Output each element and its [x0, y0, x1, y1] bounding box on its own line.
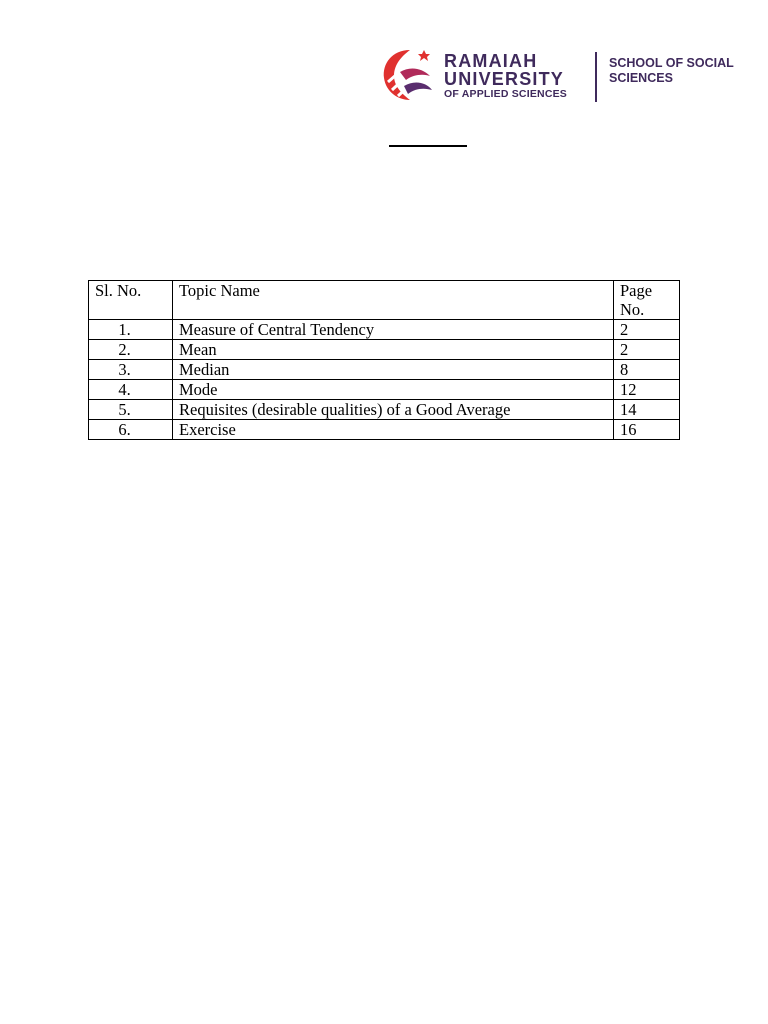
row-topic: Median	[173, 360, 614, 380]
row-page: 8	[614, 360, 680, 380]
page-header	[380, 44, 750, 106]
row-page: 2	[614, 340, 680, 360]
table-row	[89, 320, 680, 340]
row-topic: Measure of Central Tendency	[173, 320, 614, 340]
school-name-line2: SCIENCES	[609, 71, 673, 85]
row-sl-no: 5.	[89, 400, 173, 420]
contents-table	[88, 280, 680, 440]
table-row	[89, 400, 680, 420]
row-sl-no: 3.	[89, 360, 173, 380]
header-topic-name: Topic Name	[173, 281, 614, 320]
brand-name-line2: UNIVERSITY	[444, 69, 565, 89]
header-page-line1: Page	[620, 281, 653, 300]
row-topic: Exercise	[173, 420, 614, 440]
table-row	[89, 420, 680, 440]
row-sl-no: 1.	[89, 320, 173, 340]
header-page-line2: No.	[620, 300, 645, 319]
row-sl-no: 2.	[89, 340, 173, 360]
row-topic: Requisites (desirable qualities) of a Good Average	[173, 400, 614, 420]
table-row	[89, 340, 680, 360]
row-topic: Mode	[173, 380, 614, 400]
title-underline	[389, 145, 467, 147]
row-sl-no: 6.	[89, 420, 173, 440]
table-row	[89, 380, 680, 400]
row-page: 14	[614, 400, 680, 420]
table-header-row	[89, 281, 680, 320]
header-divider	[595, 52, 597, 102]
row-topic: Mean	[173, 340, 614, 360]
row-sl-no: 4.	[89, 380, 173, 400]
brand-tagline: OF APPLIED SCIENCES	[444, 88, 568, 100]
header-sl-no: Sl. No.	[89, 281, 173, 320]
table-row	[89, 360, 680, 380]
row-page: 12	[614, 380, 680, 400]
school-name-line1: SCHOOL OF SOCIAL	[609, 56, 734, 70]
brand-name-line1: RAMAIAH	[444, 51, 538, 71]
row-page: 16	[614, 420, 680, 440]
university-logo-icon	[380, 46, 436, 102]
row-page: 2	[614, 320, 680, 340]
header-page-no	[614, 281, 680, 320]
